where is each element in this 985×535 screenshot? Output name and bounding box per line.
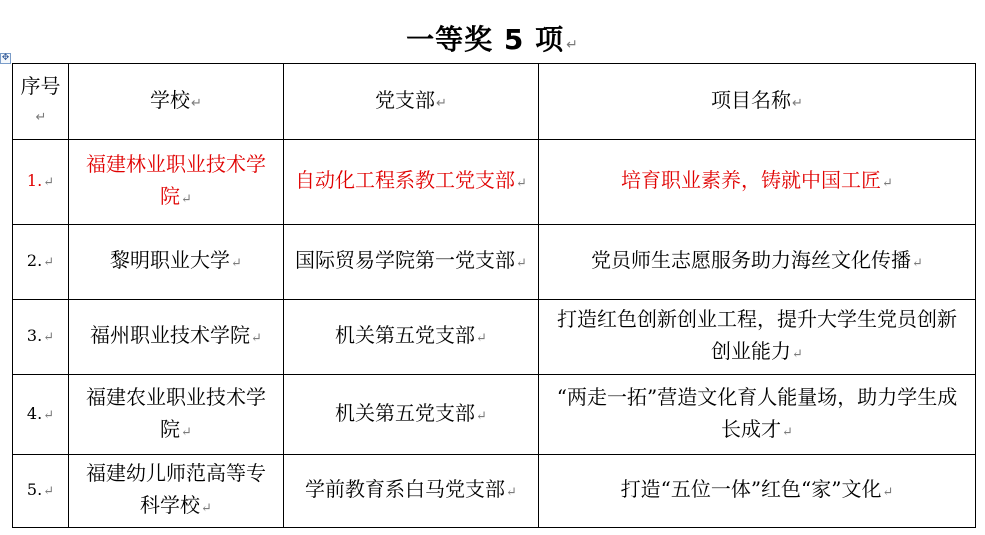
row-school bbox=[69, 225, 284, 300]
cell-mark: ↵ bbox=[792, 347, 803, 362]
row-branch bbox=[284, 140, 539, 225]
row-school-text: 福建幼儿师范高等专科学校 bbox=[86, 461, 266, 517]
cell-mark: ↵ bbox=[191, 95, 202, 111]
row-num-text: 1 bbox=[26, 171, 38, 190]
row-project bbox=[539, 225, 976, 300]
row-num-text: 3 bbox=[26, 326, 38, 345]
row-school-text: 福州职业技术学院 bbox=[90, 323, 251, 347]
table-row bbox=[13, 140, 976, 225]
row-school bbox=[69, 140, 284, 225]
cell-mark: ↵ bbox=[912, 256, 923, 271]
table-row bbox=[13, 375, 976, 455]
row-num: 2.↵ bbox=[13, 225, 69, 300]
cell-mark: ↵ bbox=[516, 256, 527, 271]
cell-mark: ↵ bbox=[231, 256, 242, 271]
cell-mark: ↵ bbox=[35, 109, 47, 125]
row-branch bbox=[284, 455, 539, 528]
row-project bbox=[539, 455, 976, 528]
row-school bbox=[69, 300, 284, 375]
table-header-row bbox=[13, 64, 976, 140]
row-project-text: 打造红色创新创业工程，提升大学生党员创新创业能力 bbox=[557, 307, 957, 363]
cell-mark: ↵ bbox=[506, 485, 517, 500]
table-row bbox=[13, 455, 976, 528]
row-branch-text: 自动化工程系教工党支部 bbox=[295, 168, 516, 192]
cell-mark: ↵ bbox=[516, 176, 527, 191]
row-num: 3.↵ bbox=[13, 300, 69, 375]
row-project-text: “两走一拓”营造文化育人能量场，助力学生成长成才 bbox=[556, 384, 958, 441]
row-branch bbox=[284, 225, 539, 300]
row-project bbox=[539, 300, 976, 375]
row-project bbox=[539, 375, 976, 455]
row-num-text: 2 bbox=[26, 251, 38, 270]
row-school-text: 福建林业职业技术学院 bbox=[86, 152, 266, 208]
paragraph-mark: ↵ bbox=[566, 37, 579, 53]
row-num: 5.↵ bbox=[13, 455, 69, 528]
cell-mark: ↵ bbox=[181, 192, 192, 207]
header-branch-text: 党支部 bbox=[375, 87, 436, 112]
page-title-text: 一等奖 5 项 bbox=[406, 23, 565, 56]
table-row bbox=[13, 225, 976, 300]
row-school-text: 福建农业职业技术学院 bbox=[86, 384, 266, 441]
header-branch bbox=[284, 64, 539, 140]
row-num: 1.↵ bbox=[13, 140, 69, 225]
cell-mark: ↵ bbox=[201, 501, 212, 516]
cell-mark: ↵ bbox=[43, 175, 55, 190]
row-project bbox=[539, 140, 976, 225]
row-project-text: 培育职业素养，铸就中国工匠 bbox=[621, 168, 882, 192]
row-branch-text: 机关第五党支部 bbox=[335, 400, 476, 425]
row-branch bbox=[284, 300, 539, 375]
cell-mark: ↵ bbox=[476, 331, 487, 346]
header-school bbox=[69, 64, 284, 140]
row-school-text: 黎明职业大学 bbox=[110, 248, 231, 272]
header-project-text: 项目名称 bbox=[711, 87, 792, 112]
header-project bbox=[539, 64, 976, 140]
awards-table bbox=[12, 63, 976, 528]
row-branch-text: 国际贸易学院第一党支部 bbox=[295, 248, 516, 272]
row-num: 4.↵ bbox=[13, 375, 69, 455]
cell-mark: ↵ bbox=[782, 424, 793, 440]
row-branch-text: 机关第五党支部 bbox=[335, 323, 476, 347]
header-school-text: 学校 bbox=[150, 87, 191, 112]
cell-mark: ↵ bbox=[882, 176, 893, 191]
cell-mark: ↵ bbox=[181, 424, 192, 440]
cell-mark: ↵ bbox=[43, 484, 55, 499]
cell-mark: ↵ bbox=[251, 331, 262, 346]
row-school bbox=[69, 455, 284, 528]
row-project-text: 党员师生志愿服务助力海丝文化传播 bbox=[591, 248, 912, 272]
cell-mark: ↵ bbox=[43, 407, 55, 423]
row-num-text: 5 bbox=[26, 480, 38, 499]
row-branch-text: 学前教育系白马党支部 bbox=[305, 477, 506, 501]
row-school bbox=[69, 375, 284, 455]
row-num-text: 4 bbox=[26, 403, 38, 423]
cell-mark: ↵ bbox=[43, 330, 55, 345]
cell-mark: ↵ bbox=[476, 408, 487, 424]
row-branch bbox=[284, 375, 539, 455]
table-move-handle-icon[interactable]: ✥ bbox=[1, 53, 10, 63]
cell-mark: ↵ bbox=[882, 485, 894, 500]
row-project-text: 打造“五位一体”红色“家”文化 bbox=[620, 477, 882, 501]
cell-mark: ↵ bbox=[436, 95, 447, 111]
header-num bbox=[13, 64, 69, 140]
cell-mark: ↵ bbox=[43, 255, 55, 270]
cell-mark: ↵ bbox=[792, 95, 803, 111]
page-title bbox=[0, 18, 985, 58]
table-row bbox=[13, 300, 976, 375]
header-num-text: 序号 bbox=[20, 73, 61, 98]
